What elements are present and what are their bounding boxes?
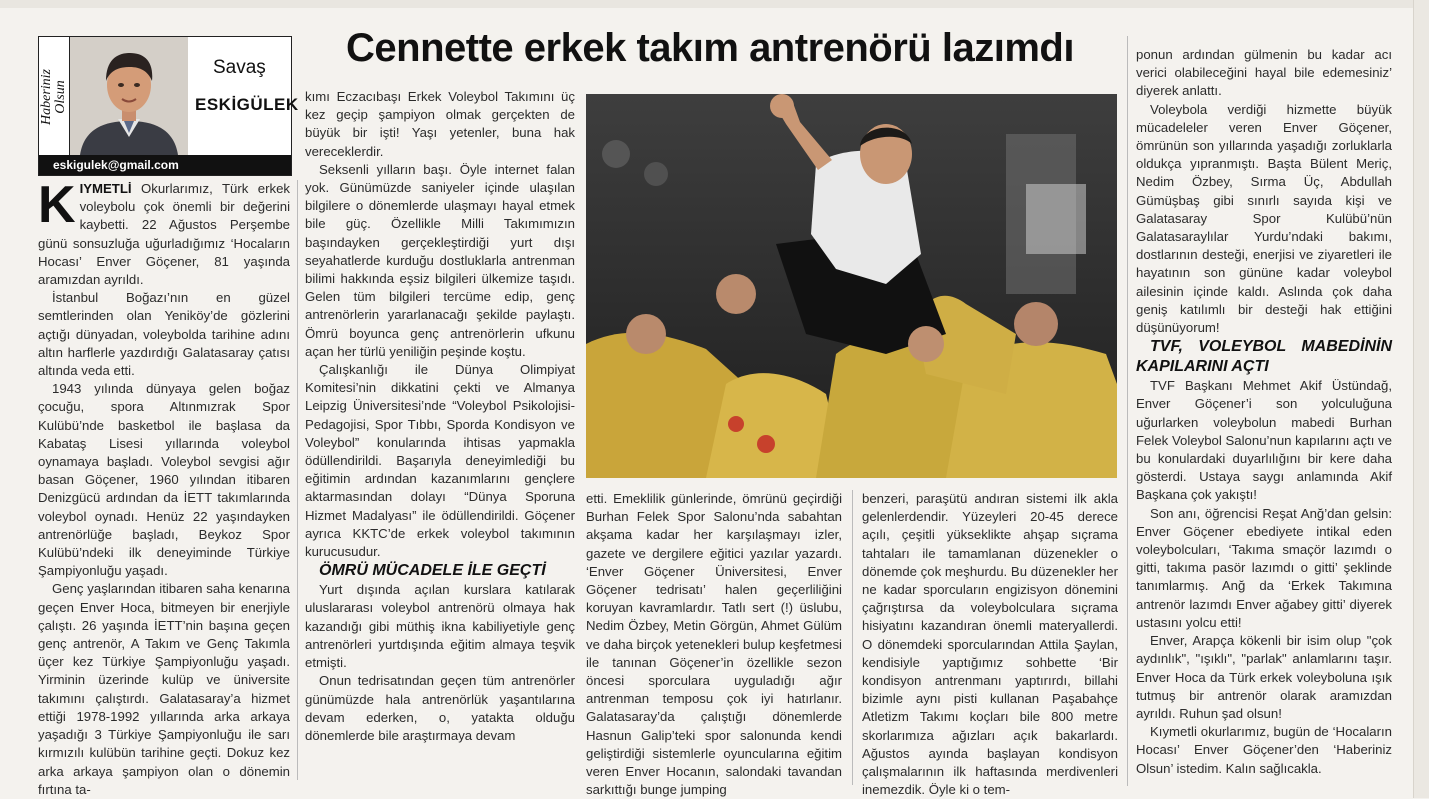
paragraph: TVF Başkanı Mehmet Akif Üstündağ, Enver Göçener’i son yolculuğuna uğurlarken voleybolun mabedi Burhan Felek Voleybol Salonu’nun kapılarını açtı ve bu konulardaki duyarlılığını bir kere daha gösterdi. Ustaya saygı anlamında Akif Başkana çok yakıştı! xyxy=(1136,378,1392,503)
paragraph: ponun ardından gülmenin bu kadar acı verici olabileceğini hayal bile edemesiniz’ diyerek anlattı. xyxy=(1136,47,1392,99)
main-photo xyxy=(586,94,1117,478)
page-edge xyxy=(1413,0,1429,798)
columnist-box xyxy=(38,36,299,176)
paragraph: benzeri, paraşütü andıran sistemi ilk akla gelenlerdendir. Yüzeyleri 20-45 derece açılı, çeşitli yükseklikte ahşap sıçrama tahtaları ile tamamlanan düzenekler o dönemde çok meşhurdu. Bu düzenekler her ne kadar sporcuların engizisyon dönemini çağrıştırsa da voleybolculara sıçrama hisiyatını kazandıran önemli materyallerdi. O dönemdeki sporcularından Attila Şaylan, kendisiyle yaptığımız sohbette ‘Bir kondisyon antrenmanı yaptırırdı, billahi bizimle aynı pisti kullanan Paşabahçe Atletizm Takımı koçları bile 800 metre skorlarımıza ağızları açık bakarlardı. Ağustos ayında başlayan kondisyon çalışmalarının ilk haftasında merdivenleri inemezdik. Öyle ki o tem- xyxy=(862,491,1118,798)
top-strip xyxy=(0,0,1429,8)
paragraph: Seksenli yılların başı. Öyle internet falan yok. Günümüzde saniyeler içinde ulaşılan bilgilere o dönemlerde ulaşmayı hayal etmek bile güç. Özellikle Milli Takımımızın başındayken gerçekleştirdiği yurt dışı seyahatlerde kurduğu dostluklarla antrenman bilimi hakkında eşsiz bilgileri ülkemize taşıdı. Gelen tüm bilgileri tercüme edip, genç antrenörlerin yararlanacağı şekilde paylaştı. Ömrü boyunca genç antrenörlerin ufkunu açan her türlü yeniliğin peşinde koştu. xyxy=(305,161,575,359)
subheading: TVF, VOLEYBOL MABEDİNİN KAPILARINI AÇTI xyxy=(1136,338,1392,376)
column-3 xyxy=(586,490,842,799)
paragraph: İstanbul Boğazı’nın en güzel semtlerinden olan Yeniköy’de gözlerini açtığı dünyadan, voleybolda tarihine adını altın harflerle yazdırdığı Galatasaray çatısı altında veda etti. xyxy=(38,290,290,379)
column-rule xyxy=(1127,36,1128,786)
paragraph: Voleybola verdiği hizmette büyük mücadeleler veren Enver Göçener, ömrünün son yıllarında yaşadığı zorluklarla oldukça yıpranmıştı. Başta Bülent Meriç, Nedim Özbey, Sırma Üç, Abdullah Gümüşbaş gibi sınırlı sayıda kişi ve Galatasaray Spor Kulübü’nün Galatasaraylılar Yurdu’ndaki bakımı, dostlarının desteği, enerjisi ve ziyaretleri ile hayatının son gününe kadar voleybol ailesinin içinde kaldı. Aslında çok daha geniş katılımlı bir desteği hak ettiğini düşünüyorum! xyxy=(1136,101,1392,336)
paragraph-text: Okurlarımız, Türk erkek voleybolu çok önemli bir değerini kaybetti. 22 Ağustos Perşembe günü sonsuzluğa uğurladığımız ‘Hocaların Hocası’ Enver Göçener, 81 yaşında aramızdan ayrıldı. xyxy=(38,181,290,288)
paragraph: Genç yaşlarından itibaren saha kenarına geçen Enver Hoca, bitmeyen bir enerjiyle çalıştı. 26 yaşında İETT’nin başına geçen genç antrenör, A Takım ve Genç Takımla üçer kez Türkiye Şampiyonluğu yaşadı. Yirminin üzerinde kulüp ve üniversite takımını çalıştırdı. Galatasaray’a hizmet ettiği 1978-1992 yıllarında arka arkaya yaşadığı 3 Türkiye Şampiyonluğu ile sarı kırmızılı kulübün tarihine geçti. Dokuz kez arka arkaya şampiyon olan o dönemin fırtına ta- xyxy=(38,581,290,797)
columnist-photo xyxy=(70,37,188,155)
paragraph: 1943 yılında dünyaya gelen boğaz çocuğu, spora Altınmızrak Spor Kulübü’nde basketbol ile başlasa da Kabataş Lisesi yıllarında voleybol oynamaya başladı. Voleybol sevgisi ağır basan Göçener, 1960 yılından itibaren Denizgücü ardından da İETT takımlarında voleybol oynadı. Henüz 22 yaşındayken antrenörlüğe başladı, Beykoz Spor Kulübü’ndeki ilk deneyiminde Türkiye Şampiyonluğu yaşadı. xyxy=(38,381,290,579)
lead-word: IYMETLİ xyxy=(79,181,132,196)
column-1 xyxy=(38,176,290,799)
paragraph: Enver, Arapça kökenli bir isim olup "çok aydınlık", "ışıklı", "parlak" anlamlarını taşır. Enver Hoca da Türk erkek voleyboluna ışık tutmuş bir antrenör olarak aramızdan ayrıldı. Ruhun şad olsun! xyxy=(1136,633,1392,721)
column-4 xyxy=(862,490,1118,799)
section-label: Haberiniz Olsun xyxy=(39,69,68,125)
drop-cap: K xyxy=(38,176,76,234)
columnist-last-name: ESKİGÜLEK xyxy=(195,95,299,114)
paragraph: kımı Eczacıbaşı Erkek Voleybol Takımını üç kez geçip şampiyon olmak gerçekten de büyük bir işti! Yaşı yetenler, buna hak vereceklerdir. xyxy=(305,89,575,159)
column-2 xyxy=(305,88,575,745)
column-rule xyxy=(852,490,853,785)
section-label-box xyxy=(39,37,70,155)
paragraph: Yurt dışında açılan kurslara katılarak uluslararası voleybol antrenörü olmaya hak kazandığı gibi müthiş ikna kabiliyetiyle genç antrenörleri yurtdışında eğitim almaya teşvik etmişti. xyxy=(305,582,575,671)
paragraph: Onun tedrisatından geçen tüm antrenörler günümüzde hala antrenörlük yaşantılarına devam ederken, o, yatakta olduğu dönemlerde bile araştırmaya devam xyxy=(305,673,575,743)
columnist-email: eskigulek@gmail.com xyxy=(39,155,291,175)
columnist-first-name: Savaş xyxy=(213,57,266,78)
paragraph: etti. Emeklilik günlerinde, ömrünü geçirdiği Burhan Felek Spor Salonu’nda sabahtan akşama kadar her karşılaşmayı izler, gazete ve dergilere eğitici yazılar yazardı. ‘Enver Göçener Üniversitesi, Enver Göçener tedrisatı’ halen geçerliliğini koruyan kavramlardır. Tatlı sert (!) üslubu, Nedim Özbey, Metin Görgün, Ahmet Gülüm ve daha birçok yetenekleri bulup keşfetmesi ile tanınan Göçener’in özellikle sezon öncesi sporculara uyguladığı ağır antrenman temposu çok iyi hatırlanır. Galatasaray’da çalıştığı dönemlerde Hasnun Galip’teki spor salonunda kendi geliştirdiği sistemlerle oyuncularına eğitim veren Enver Hocanın, salondaki tavandan sarkıttığı bunge jumping xyxy=(586,491,842,798)
subheading: ÖMRÜ MÜCADELE İLE GEÇTİ xyxy=(319,562,546,580)
paragraph: Son anı, öğrencisi Reşat Anğ’dan gelsin: Enver Göçener ebediyete intikal eden voleybolcuları, ‘Takıma smaçör lazımdı o gitti, takıma pasör lazımdı o gitti’ şeklinde tanımlarmış. Anğ da ‘Erkek Takımına antrenör lazımdı Enver ağabey gitti’ diyerek ustasını yolcu etti! xyxy=(1136,505,1392,630)
headline: Cennette erkek takım antrenörü lazımdı xyxy=(346,26,1074,70)
column-5 xyxy=(1136,46,1392,778)
column-rule xyxy=(297,180,298,780)
paragraph: Kıymetli okurlarımız, bugün de ‘Hocaların Hocası’ Enver Göçener’den ‘Haberiniz Olsun’ istedim. Kalın sağlıcakla. xyxy=(1136,724,1392,776)
paragraph: Çalışkanlığı ile Dünya Olimpiyat Komitesi’nin dikkatini çekti ve Almanya Leipzig Üniversitesi’nde “Voleybol Psikolojisi- Pedagojisi, Spor Tıbbı, Sporda Kondisyon ve Voleybol” konularında ihtisas yapmakla ödüllendirildi. Başarıyla deneyimlediği bu eğitimin ardından kazanımlarını gençlere aktarmasından dolayı “Dünya Sporuna Hizmet Madalyası” ile ödüllendirildi. Göçener ayrıca KKTC’de erkek voleybol takımının kurucusudur. xyxy=(305,362,575,560)
lead-paragraph xyxy=(38,176,290,289)
columnist-name-box xyxy=(189,37,299,155)
